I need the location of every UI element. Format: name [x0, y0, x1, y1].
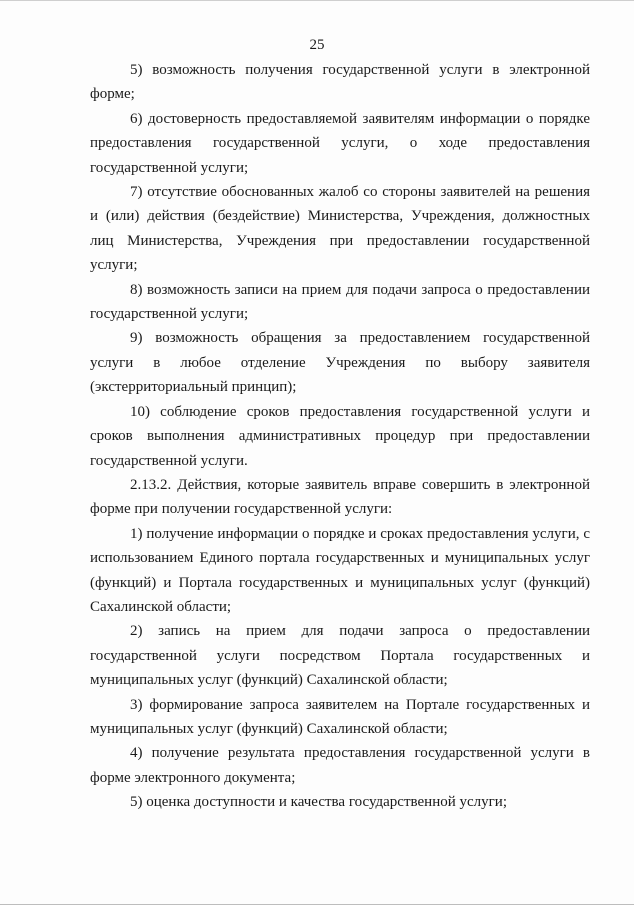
paragraph-item-5-electronic-form: 5) возможность получения государственной услуги в электронной форме;	[90, 62, 590, 103]
paragraph-action-1-information: 1) получение информации о порядке и сроках предоставления услуги, с использованием Единого портала государственных и муниципальных услуг (функций) и Портала государственных и муниципальных услуг (функций) Сахалинской области;	[90, 525, 590, 615]
paragraph-section-2-13-2: 2.13.2. Действия, которые заявитель вправе совершить в электронной форме при получении государственной услуги:	[90, 476, 590, 518]
paragraph-item-8-appointment-booking: 8) возможность записи на прием для подачи запроса о предоставлении государственной услуги;	[90, 281, 590, 323]
paragraph-action-4-result: 4) получение результата предоставления государственной услуги в форме электронного документа;	[90, 745, 590, 786]
paragraph-item-10-deadlines: 10) соблюдение сроков предоставления государственной услуги и сроков выполнения административных процедур при предоставлении государственной услуги.	[90, 403, 590, 469]
scan-edge-top	[0, 0, 634, 1]
paragraph-action-2-appointment: 2) запись на прием для подачи запроса о предоставлении государственной услуги посредством Портала государственных и муниципальных услуг (функций) Сахалинской области;	[90, 623, 590, 689]
document-body	[90, 58, 590, 815]
page-number: 25	[309, 37, 325, 53]
paragraph-item-9-extraterritorial: 9) возможность обращения за предоставлением государственной услуги в любое отделение Учреждения по выбору заявителя (экстерриториальный принцип);	[90, 330, 590, 396]
paragraph-item-6-information-reliability: 6) достоверность предоставляемой заявителям информации о порядке предоставления государственной услуги, о ходе предоставления государственной услуги;	[90, 110, 590, 176]
paragraph-action-3-request: 3) формирование запроса заявителем на Портале государственных и муниципальных услуг (функций) Сахалинской области;	[90, 696, 590, 737]
paragraph-action-5-quality: 5) оценка доступности и качества государственной услуги;	[130, 794, 507, 811]
paragraph-item-7-no-complaints: 7) отсутствие обоснованных жалоб со стороны заявителей на решения и (или) действия (бездействие) Министерства, Учреждения, должностных лиц Министерства, Учреждения при предоставлении государственной услуги;	[90, 184, 590, 274]
